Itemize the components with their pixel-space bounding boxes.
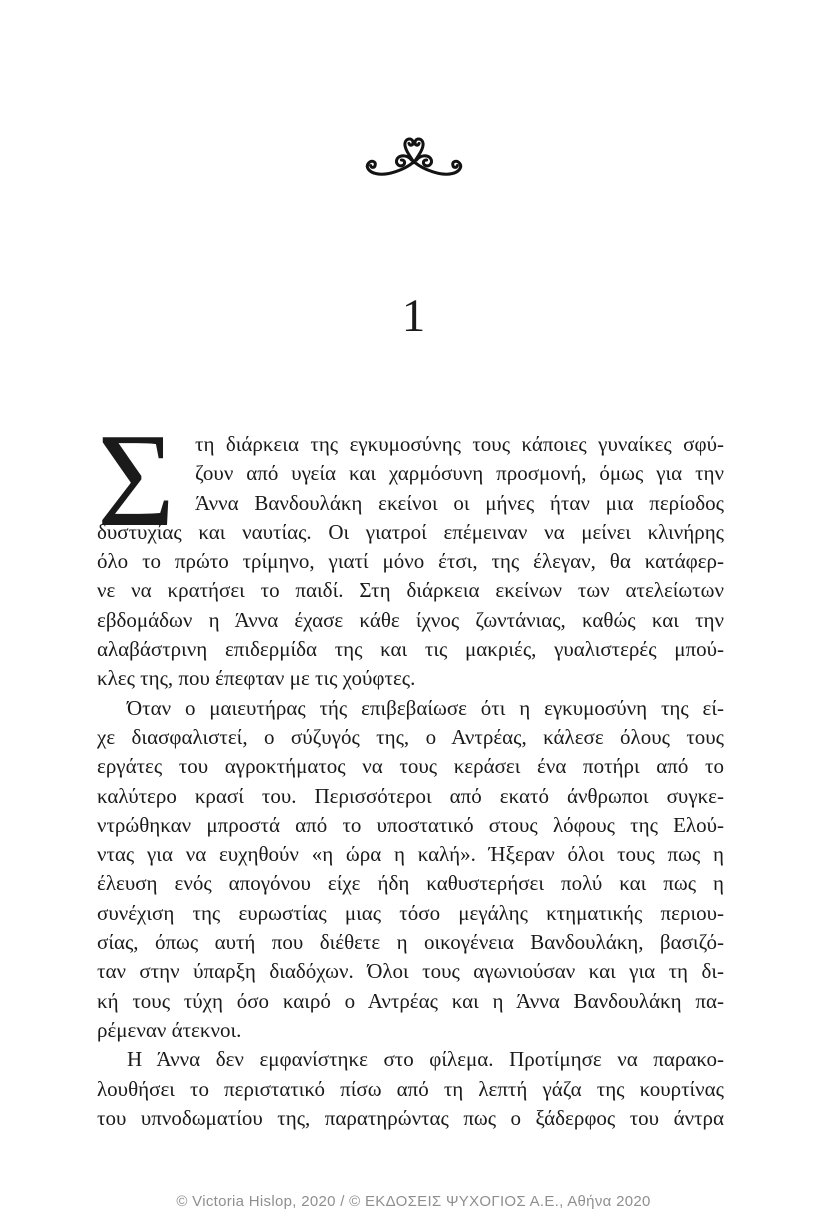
flourish-svg (356, 133, 472, 181)
text-line: δυστυχίας και ναυτίας. Οι γιατροί επέμειναν να μείνει κλινήρης (97, 519, 724, 544)
text-line: ντας για να ευχηθούν «η ώρα η καλή». Ήξεραν όλοι τους πως η (97, 842, 724, 867)
text-line: κλες της, που έπεφταν με τις χούφτες. (97, 666, 416, 691)
text-line: αλαβάστρινη επιδερμίδα της και τις μακριές, γυαλιστερές μπού- (97, 637, 724, 662)
text-line: νε να κρατήσει το παιδί. Στη διάρκεια εκείνων των ατελείωτων (97, 578, 724, 603)
text-line: εργάτες του αγροκτήματος να τους κεράσει ένα ποτήρι από το (97, 754, 724, 779)
ornament-flourish-icon (0, 133, 827, 181)
body-text (97, 406, 724, 1133)
text-line: καλύτερο κρασί του. Περισσότεροι από εκατό άνθρωποι συγκε- (97, 783, 724, 808)
text-line: συνέχιση της ευρωστίας μιας τόσο μεγάλης κτηματικής περιου- (97, 900, 724, 925)
text-line: ρέμεναν άτεκνοι. (97, 1017, 242, 1042)
paragraph (97, 1045, 724, 1133)
text-line: λουθήσει το περιστατικό πίσω από τη λεπτή γάζα της κουρτίνας (97, 1076, 724, 1101)
drop-cap: Σ (97, 406, 175, 554)
text-line: σίας, όπως αυτή που διέθετε η οικογένεια Βανδουλάκη, βασιζό- (97, 930, 724, 955)
text-line: Η Άννα δεν εμφανίστηκε στο φίλεμα. Προτίμησε να παρακο- (127, 1047, 724, 1072)
copyright-footer: © Victoria Hislop, 2020 / © ΕΚΔΟΣΕΙΣ ΨΥΧΟΓΙΟΣ Α.Ε., Αθήνα 2020 (176, 1193, 651, 1210)
text-line: έλευση ενός απογόνου είχε ήδη καθυστερήσει πολύ και πως η (97, 871, 724, 896)
text-line: τη διάρκεια της εγκυμοσύνης τους κάποιες γυναίκες σφύ- (195, 432, 724, 456)
text-line: εβδομάδων η Άννα έχασε κάθε ίχνος ζωντάνιας, καθώς και την (97, 607, 724, 632)
text-line: κή τους τύχη όσο καιρό ο Αντρέας και η Άννα Βανδουλάκη πα- (97, 988, 724, 1013)
paragraph (97, 406, 724, 694)
text-line: ζουν από υγεία και χαρμόσυνη προσμονή, όμως για την (195, 461, 724, 486)
text-line: ντρώθηκαν μπροστά από το υποστατικό στους λόφους της Ελού- (97, 812, 724, 837)
text-line: ταν στην ύπαρξη διαδόχων. Όλοι τους αγωνιούσαν και για τη δι- (97, 959, 724, 984)
text-line: χε διασφαλιστεί, ο σύζυγός της, ο Αντρέας, κάλεσε όλους τους (97, 724, 724, 749)
text-line: Όταν ο μαιευτήρας τής επιβεβαίωσε ότι η εγκυμοσύνη της εί- (127, 695, 724, 720)
text-line: Άννα Βανδουλάκη εκείνοι οι μήνες ήταν μια περίοδος (195, 490, 724, 515)
text-line: όλο το πρώτο τρίμηνο, γιατί μόνο έτσι, της έλεγαν, θα κατάφερ- (97, 549, 724, 574)
paragraph (97, 694, 724, 1046)
text-line: του υπνοδωματίου της, παρατηρώντας πως ο ξάδερφος του άντρα (97, 1105, 724, 1130)
chapter-number: 1 (401, 290, 426, 342)
